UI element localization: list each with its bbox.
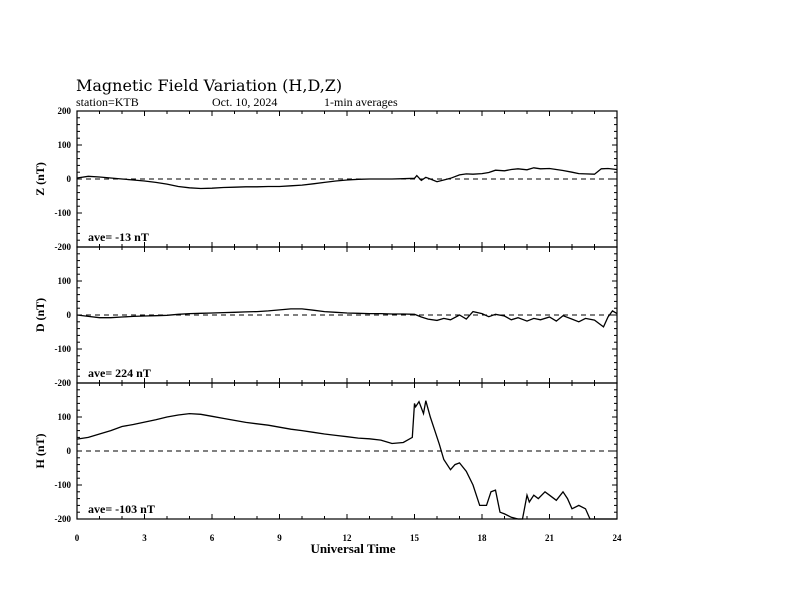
panel-0 (33, 106, 617, 252)
x-tick-label: 18 (477, 533, 487, 543)
y-tick-label: 100 (57, 140, 71, 150)
panels-group (33, 106, 617, 524)
y-axis-label: D (nT) (33, 297, 47, 333)
x-tick-label: 24 (612, 533, 622, 543)
y-tick-label: 100 (57, 412, 71, 422)
average-label: ave= 224 nT (88, 366, 151, 380)
panel-2 (33, 383, 617, 524)
average-label: ave= -103 nT (88, 502, 155, 516)
y-tick-label: 0 (66, 310, 71, 320)
y-tick-label: -100 (54, 480, 71, 490)
y-tick-label: -200 (54, 378, 71, 388)
y-tick-label: -100 (54, 344, 71, 354)
x-tick-label: 12 (342, 533, 352, 543)
chart-title: Magnetic Field Variation (H,D,Z) (76, 76, 343, 95)
y-tick-label: -100 (54, 208, 71, 218)
series-line (77, 168, 617, 189)
average-label: ave= -13 nT (88, 230, 149, 244)
y-tick-label: 0 (66, 446, 71, 456)
station-label: station=KTB (76, 95, 139, 109)
y-axis-label: Z (nT) (33, 162, 47, 196)
y-tick-label: 200 (57, 106, 71, 116)
x-tick-label: 0 (74, 533, 80, 543)
x-tick-label: 3 (142, 533, 147, 543)
x-tick-label: 6 (209, 533, 215, 543)
panel-1 (33, 247, 617, 388)
x-tick-label: 9 (277, 533, 282, 543)
x-tick-label: 21 (545, 533, 554, 543)
averaging-label: 1-min averages (324, 95, 398, 109)
x-axis-label: Universal Time (310, 541, 396, 556)
y-axis-label: H (nT) (33, 433, 47, 469)
date-label: Oct. 10, 2024 (212, 95, 278, 109)
y-tick-label: 100 (57, 276, 71, 286)
series-line (77, 401, 617, 519)
y-tick-label: -200 (54, 242, 71, 252)
y-tick-label: -200 (54, 514, 71, 524)
series-line (77, 309, 617, 327)
y-tick-label: 0 (66, 174, 71, 184)
x-tick-label: 15 (410, 533, 419, 543)
